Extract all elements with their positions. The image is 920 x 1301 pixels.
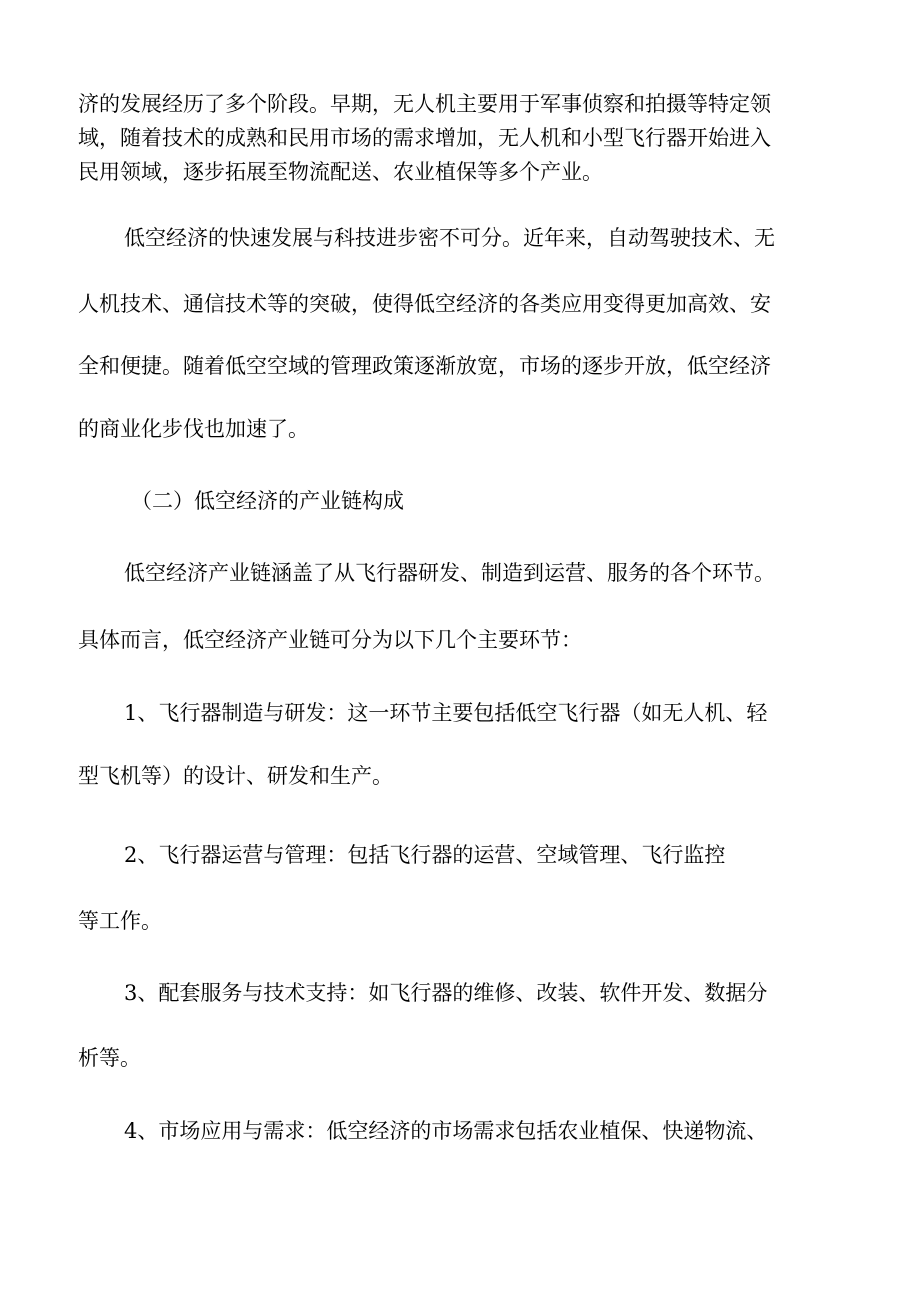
paragraph-line: 域，随着技术的成熟和民用市场的需求增加，无人机和小型飞行器开始进入: [78, 126, 771, 150]
list-item-line: 1、飞行器制造与研发：这一环节主要包括低空飞行器（如无人机、轻: [124, 701, 768, 725]
paragraph-line: 低空经济的快速发展与科技进步密不可分。近年来，自动驾驶技术、无: [124, 226, 775, 250]
list-item-line: 4、市场应用与需求：低空经济的市场需求包括农业植保、快递物流、: [124, 1119, 768, 1143]
list-item-line: 析等。: [78, 1046, 141, 1070]
paragraph-line: 具体而言，低空经济产业链可分为以下几个主要环节：: [78, 628, 582, 652]
section-heading: （二）低空经济的产业链构成: [131, 489, 404, 513]
paragraph-line: 人机技术、通信技术等的突破，使得低空经济的各类应用变得更加高效、安: [78, 292, 771, 316]
paragraph-line: 低空经济产业链涵盖了从飞行器研发、制造到运营、服务的各个环节。: [124, 561, 775, 585]
list-item-line: 等工作。: [78, 909, 162, 933]
paragraph-line: 济的发展经历了多个阶段。早期，无人机主要用于军事侦察和拍摄等特定领: [78, 92, 771, 116]
list-item-line: 型飞机等）的设计、研发和生产。: [78, 764, 393, 788]
list-item-line: 3、配套服务与技术支持：如飞行器的维修、改装、软件开发、数据分: [124, 981, 768, 1005]
paragraph-line: 民用领域，逐步拓展至物流配送、农业植保等多个产业。: [78, 160, 603, 184]
paragraph-line: 的商业化步伐也加速了。: [78, 417, 309, 441]
list-item-line: 2、飞行器运营与管理：包括飞行器的运营、空域管理、飞行监控: [124, 843, 726, 867]
paragraph-line: 全和便捷。随着低空空域的管理政策逐渐放宽，市场的逐步开放，低空经济: [78, 354, 771, 378]
